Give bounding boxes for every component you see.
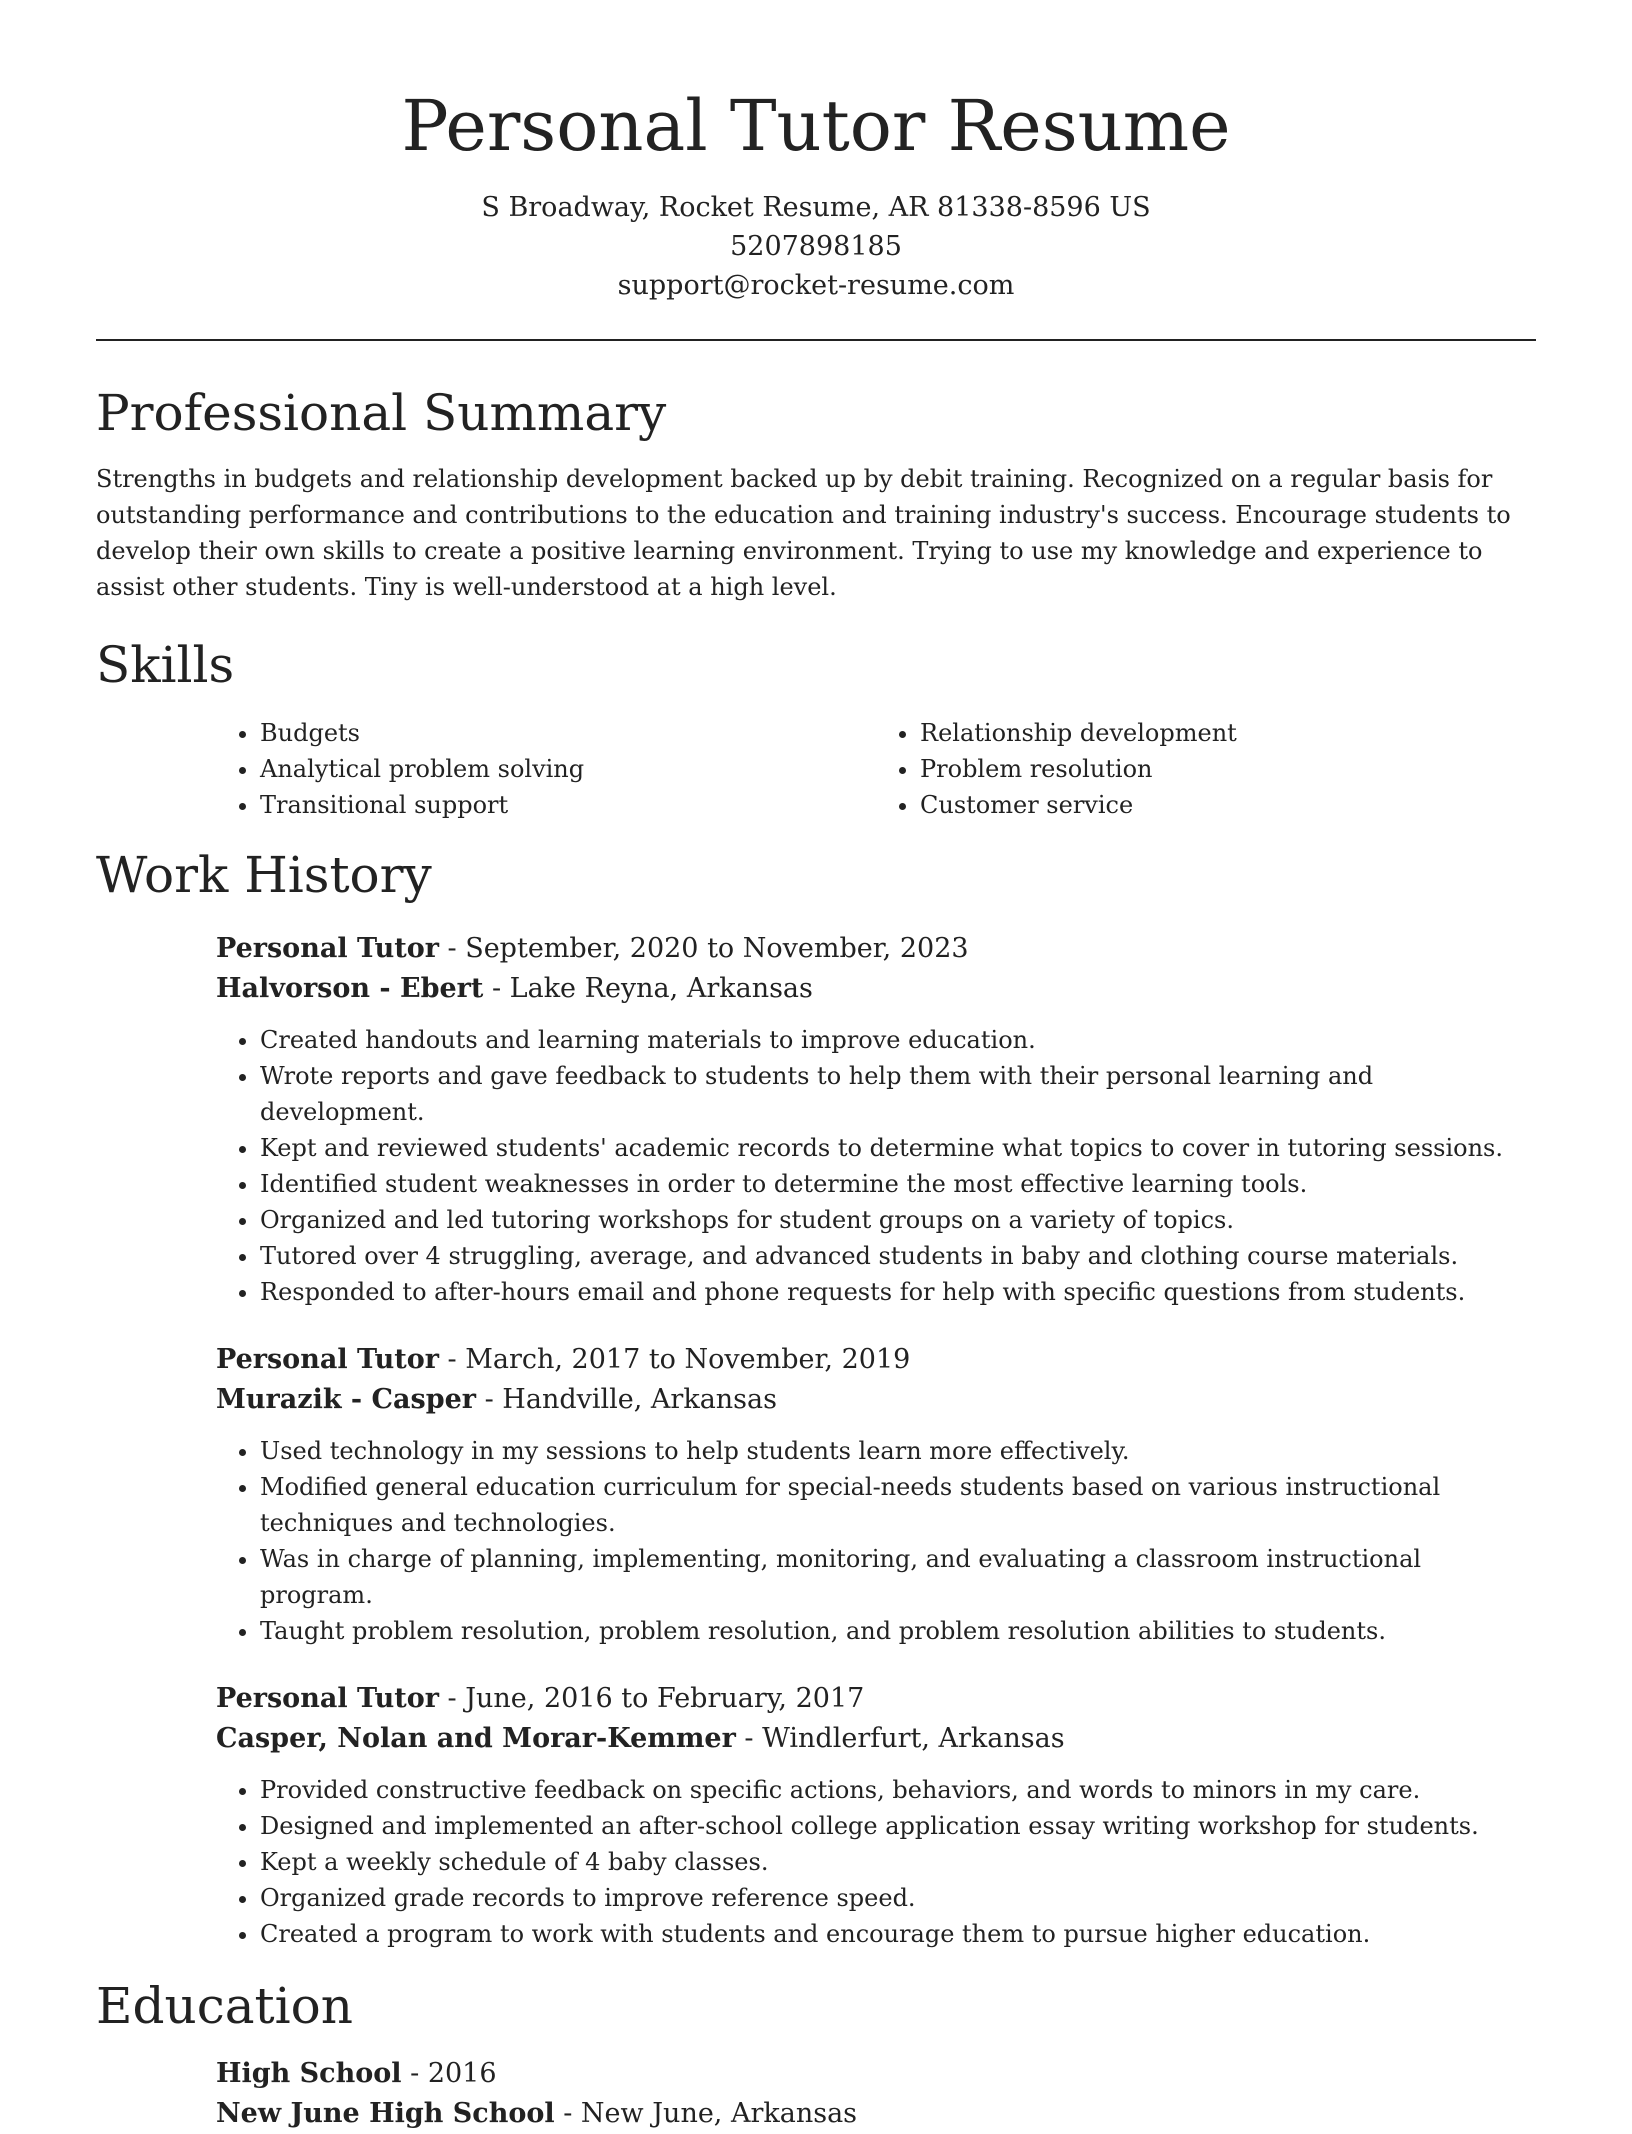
job-title [216, 929, 1536, 969]
job-bullet: • Provided constructive feedback on specific actions, behaviors, and words to minors in my care. [260, 1772, 1536, 1808]
job-company [216, 1719, 1536, 1759]
degree-line [216, 2054, 1536, 2094]
job-dates: - June, 2016 to February, 2017 [438, 1683, 865, 1714]
job-bullet: • Kept and reviewed students' academic records to determine what topics to cover in tutoring sessions. [260, 1130, 1536, 1166]
address: S Broadway, Rocket Resume, AR 81338-8596 US [481, 192, 1151, 223]
skills-heading: Skills [96, 636, 235, 694]
job-bullet: • Created handouts and learning materials to improve education. [260, 1022, 1536, 1058]
job-company [216, 1380, 1536, 1420]
job-bullet: • Was in charge of planning, implementing, monitoring, and evaluating a classroom instructional program. [260, 1541, 1536, 1613]
school-name: New June High School [216, 2098, 555, 2129]
work-history-heading: Work History [96, 846, 432, 904]
job-role: Personal Tutor [216, 1683, 439, 1714]
skill-item: • Problem resolution [920, 751, 1536, 787]
job-location: - Lake Reyna, Arkansas [483, 973, 813, 1004]
company-name: Murazik - Casper [216, 1384, 477, 1415]
school-location: - New June, Arkansas [554, 2098, 858, 2129]
job-bullet: • Designed and implemented an after-school college application essay writing workshop for students. [260, 1808, 1536, 1844]
header-divider [96, 339, 1536, 341]
job-bullet: • Taught problem resolution, problem resolution, and problem resolution abilities to students. [260, 1613, 1536, 1649]
job-bullet: • Tutored over 4 struggling, average, and advanced students in baby and clothing course materials. [260, 1238, 1536, 1274]
job-bullet: • Modified general education curriculum for special-needs students based on various instructional techniques and technologies. [260, 1469, 1536, 1541]
resume-title: Personal Tutor Resume [401, 85, 1231, 167]
job-bullet: • Used technology in my sessions to help students learn more effectively. [260, 1433, 1536, 1469]
job-company [216, 969, 1536, 1009]
job-bullet: • Responded to after-hours email and phone requests for help with specific questions from students. [260, 1274, 1536, 1310]
summary-text: Strengths in budgets and relationship development backed up by debit training. Recognized on a regular basis for outstanding performance and contributions to the education and training industry's success. Encourage students to develop their own skills to create a positive learning environment. Trying to use my knowledge and experience to assist other students. Tiny is well-understood at a high level. [96, 465, 1511, 601]
job-bullet: • Kept a weekly schedule of 4 baby classes. [260, 1844, 1536, 1880]
job-dates: - September, 2020 to November, 2023 [438, 933, 969, 964]
skill-item: • Transitional support [260, 787, 876, 823]
company-name: Casper, Nolan and Morar-Kemmer [216, 1723, 736, 1754]
email: support@rocket-resume.com [617, 270, 1015, 301]
job-bullet: • Created a program to work with students and encourage them to pursue higher education. [260, 1916, 1536, 1952]
job-location: - Handville, Arkansas [476, 1384, 777, 1415]
degree: High School [216, 2058, 402, 2089]
job-location: - Windlerfurt, Arkansas [735, 1723, 1065, 1754]
job-bullets [216, 1772, 1536, 1952]
skill-item: • Budgets [260, 715, 876, 751]
skill-item: • Relationship development [920, 715, 1536, 751]
job-dates: - March, 2017 to November, 2019 [438, 1344, 911, 1375]
job-title [216, 1340, 1536, 1380]
resume-page [96, 0, 1536, 2134]
skills-list [216, 715, 1536, 823]
skills-left-column [216, 715, 876, 823]
job-title [216, 1679, 1536, 1719]
phone: 5207898185 [730, 231, 902, 262]
job-entry [216, 929, 1536, 1310]
job-role: Personal Tutor [216, 1344, 439, 1375]
skill-item: • Analytical problem solving [260, 751, 876, 787]
summary-heading: Professional Summary [96, 384, 667, 442]
graduation-year: - 2016 [401, 2058, 497, 2089]
contact-block [96, 188, 1536, 305]
job-bullet: • Identified student weaknesses in order to determine the most effective learning tools. [260, 1166, 1536, 1202]
company-name: Halvorson - Ebert [216, 973, 484, 1004]
job-bullets [216, 1433, 1536, 1649]
job-entry [216, 1340, 1536, 1649]
job-bullet: • Wrote reports and gave feedback to students to help them with their personal learning and development. [260, 1058, 1536, 1130]
skills-right-column [876, 715, 1536, 823]
education-heading: Education [96, 1977, 353, 2035]
job-role: Personal Tutor [216, 933, 439, 964]
school-line [216, 2094, 1536, 2134]
job-bullet: • Organized grade records to improve reference speed. [260, 1880, 1536, 1916]
education-entry [216, 2054, 1536, 2134]
job-entry [216, 1679, 1536, 1952]
job-bullets [216, 1022, 1536, 1310]
job-bullet: • Organized and led tutoring workshops for student groups on a variety of topics. [260, 1202, 1536, 1238]
skill-item: • Customer service [920, 787, 1536, 823]
